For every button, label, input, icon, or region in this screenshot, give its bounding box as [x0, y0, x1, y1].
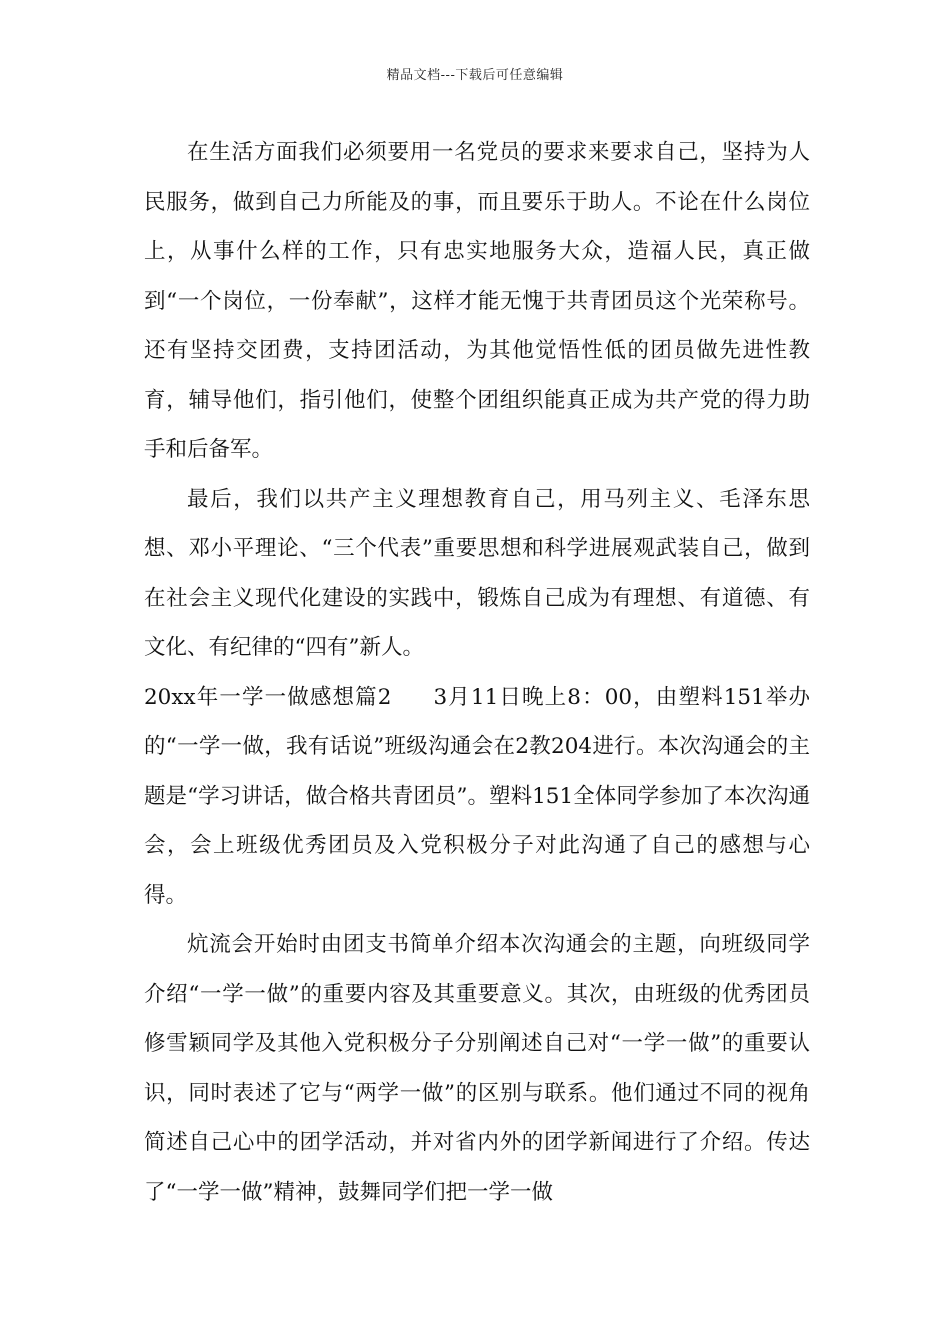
- paragraph-finally: 最后，我们以共产主义理想教育自己，用马列主义、毛泽东思想、邓小平理论、“三个代表”重要思想和科学进展观武装自己，做到在社会主义现代化建设的实践中，锻炼自己成为有理想、有道德、有文化、有纪律的“四有”新人。: [144, 486, 810, 660]
- article-heading: 20xx年一学一做感想篇2: [144, 684, 392, 710]
- paragraph-meeting-start: 炕流会开始时由团支书简单介绍本次沟通会的主题，向班级同学介绍“一学一做”的重要内容及其重要意义。其次，由班级的优秀团员修雪颖同学及其他入党积极分子分别阐述自己对“一学一做”的重要认识，同时表述了它与“两学一做”的区别与联系。他们通过不同的视角简述自己心中的团学活动，并对省内外的团学新闻进行了介绍。传达了“一学一做”精神，鼓舞同学们把一学一做: [144, 932, 810, 1205]
- article-2-body: 3月11日晚上8：00，由塑料151举办的“一学一做，我有话说”班级沟通会在2教204进行。本次沟通会的主题是“学习讲话，做合格共青团员”。塑料151全体同学参加了本次沟通会，会上班级优秀团员及入党积极分子对此沟通了自己的感想与心得。: [144, 684, 810, 908]
- paragraph-article-2: [144, 673, 810, 921]
- document-body: [144, 128, 810, 1217]
- page-header: 精品文档---下载后可任意编辑: [386, 68, 564, 83]
- paragraph-life-aspect: 在生活方面我们必须要用一名党员的要求来要求自己，坚持为人民服务，做到自己力所能及的事，而且要乐于助人。不论在什么岗位上，从事什么样的工作，只有忠实地服务大众，造福人民，真正做到“一个岗位，一份奉献”，这样才能无愧于共青团员这个光荣称号。还有坚持交团费，支持团活动，为其他觉悟性低的团员做先进性教育，辅导他们，指引他们，使整个团组织能真正成为共产党的得力助手和后备军。: [144, 140, 810, 462]
